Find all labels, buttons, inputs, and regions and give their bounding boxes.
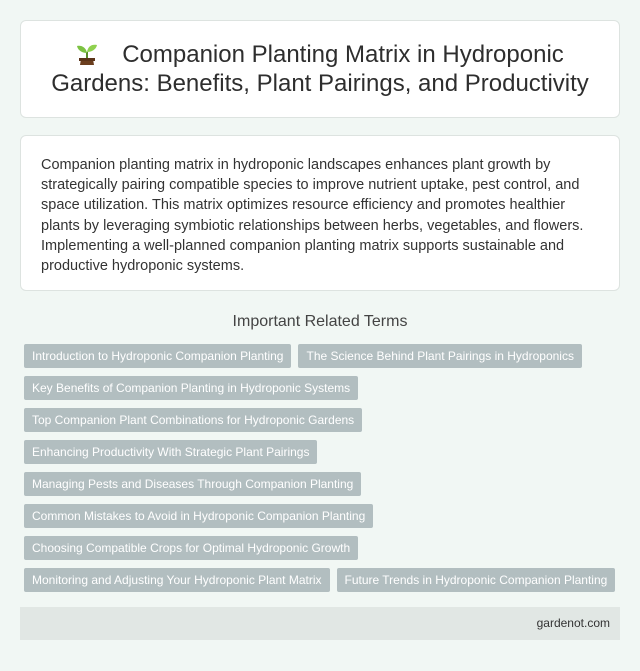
related-terms-list: [21, 344, 621, 600]
term-tag[interactable]: Key Benefits of Companion Planting in Hydroponic Systems: [24, 376, 358, 400]
term-row: [21, 536, 621, 568]
term-tag[interactable]: Choosing Compatible Crops for Optimal Hydroponic Growth: [24, 536, 358, 560]
term-tag[interactable]: Common Mistakes to Avoid in Hydroponic Companion Planting: [24, 504, 373, 528]
term-row: [21, 504, 621, 536]
title-card: [20, 20, 620, 118]
description-card: [20, 135, 620, 291]
term-row: [21, 408, 621, 440]
term-row: [21, 568, 621, 600]
term-tag[interactable]: Future Trends in Hydroponic Companion Planting: [337, 568, 616, 592]
term-tag[interactable]: The Science Behind Plant Pairings in Hydroponics: [298, 344, 581, 368]
related-terms-heading: Important Related Terms: [232, 313, 408, 330]
term-tag[interactable]: Managing Pests and Diseases Through Companion Planting: [24, 472, 361, 496]
term-tag[interactable]: Introduction to Hydroponic Companion Planting: [24, 344, 291, 368]
term-row: [21, 472, 621, 504]
term-row: [21, 344, 621, 376]
footer-site-link[interactable]: gardenot.com: [536, 616, 610, 630]
term-row: [21, 376, 621, 408]
term-row: [21, 440, 621, 472]
term-tag[interactable]: Enhancing Productivity With Strategic Plant Pairings: [24, 440, 317, 464]
page-title-text: Companion Planting Matrix in Hydroponic Gardens: Benefits, Plant Pairings, and Productivity: [51, 41, 589, 97]
term-tag[interactable]: Top Companion Plant Combinations for Hydroponic Gardens: [24, 408, 362, 432]
sprout-icon: [76, 41, 98, 65]
page-title: [45, 40, 595, 98]
term-tag[interactable]: Monitoring and Adjusting Your Hydroponic Plant Matrix: [24, 568, 330, 592]
description-text: Companion planting matrix in hydroponic landscapes enhances plant growth by strategically pairing compatible species to improve nutrient uptake, pest control, and space utilization. This matrix optimizes resource efficiency and promotes healthier plants by leveraging symbiotic relationships between herbs, vegetables, and flowers. Implementing a well-planned companion planting matrix supports sustainable and productive hydroponic systems.: [41, 157, 584, 275]
footer: [20, 607, 620, 640]
